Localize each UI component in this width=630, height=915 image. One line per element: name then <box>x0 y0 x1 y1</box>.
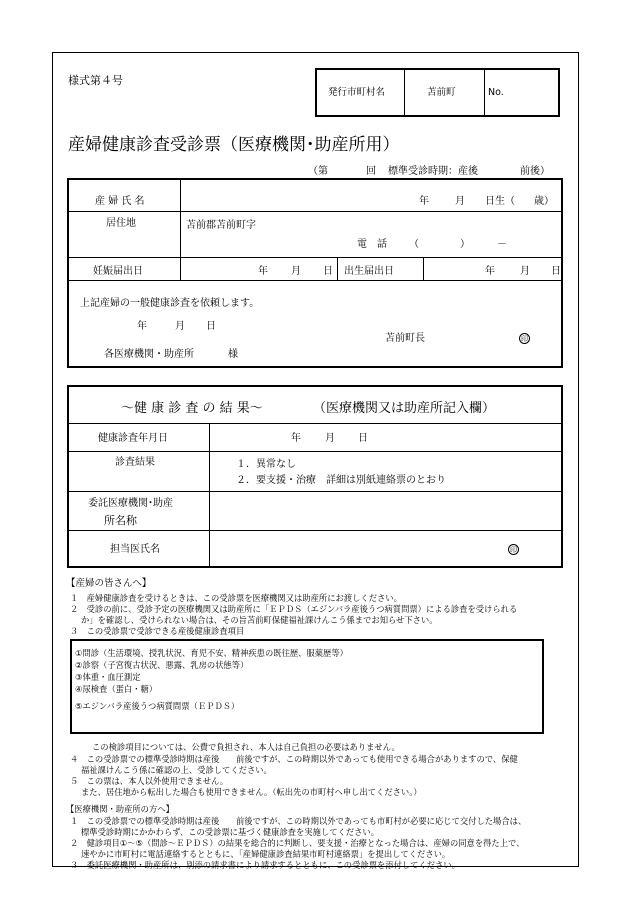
phone-open: （ <box>409 239 419 250</box>
result-heading: ～健 康 診 査 の 結 果～ <box>121 401 263 416</box>
serial-number-label: No. <box>488 87 504 98</box>
br-year: 年 <box>485 266 495 277</box>
mother-notes-heading: 【産婦の皆さんへ】 <box>66 578 152 589</box>
exam-date-label: 健康診査年月日 <box>98 433 168 444</box>
age-label: 歳） <box>534 196 554 207</box>
result-heading-note: （医療機関又は助産所記入欄） <box>313 401 496 416</box>
phone-label: 電 話 <box>357 239 387 250</box>
doctor-seal-icon: 印 <box>510 546 517 554</box>
mother-note-2b: か」を確認し、受けられない場合は、その旨苫前町保健福祉課けんこう係までお知らせ下さい。 <box>81 615 438 625</box>
exam-item-5: ⑤エジンバラ産後うつ病質問票（ＥＰＤＳ） <box>75 701 240 711</box>
mother-note-2a: ２ 受診の前に、受診予定の医療機関又は助産所に「ＥＰＤＳ（エジンバラ産後うつ病質問票）による診査を受けられる <box>70 604 518 614</box>
preg-day: 日 <box>323 266 333 277</box>
phone-dash: － <box>497 239 507 250</box>
mayor-label: 苫前町長 <box>385 333 425 344</box>
facility-notes-heading: 【医療機関・助産所の方へ】 <box>66 804 174 814</box>
result-option-normal[interactable]: １．異常なし <box>236 459 296 470</box>
addressee-sama: 様 <box>228 349 238 360</box>
addressee: 各医療機関・助産所 <box>104 349 194 360</box>
birth-day-label: 日生（ <box>485 196 515 207</box>
issuer-value: 苫前町 <box>427 87 456 98</box>
br-day: 日 <box>551 266 561 277</box>
facility-note-1a: １ この受診票での標準受診時期は産後 前後ですが、この時期以外であっても市町村が必要に応じて交付した場合は、 <box>70 816 527 826</box>
facility-label-1: 委託医療機関･助産 <box>88 498 173 509</box>
phone-close: ） <box>460 239 470 250</box>
request-text: 上記産婦の一般健康診査を依頼します。 <box>80 298 260 309</box>
subtitle-kai: 回 <box>366 166 376 177</box>
exam-item-1: ①問診（生活環境、授乳状況、育児不安、精神疾患の既往歴、服薬歴等） <box>75 648 348 658</box>
form-number: 様式第４号 <box>68 74 123 87</box>
br-month: 月 <box>520 266 530 277</box>
facility-note-3: ３ 委託医療機関・助産所は、別添の請求書により請求するとともに、この受診票を添付してください。 <box>70 860 460 870</box>
address-value: 苫前郡苫前町字 <box>186 220 256 231</box>
request-month: 月 <box>175 321 185 332</box>
result-option-support[interactable]: ２．要支援・治療 詳細は別紙連絡票のとおり <box>236 475 446 486</box>
form-title: 産婦健康診査受診票（医療機関･助産所用） <box>68 135 400 155</box>
mother-note-4b: 福祉課けんこう係に確認の上、受診してください。 <box>81 765 272 775</box>
mother-name-label: 産 婦 氏 名 <box>95 196 145 207</box>
facility-note-2b: 速やかに市町村に電話連絡するとともに、「産婦健康診査結果市町村連絡票」を提出してください。 <box>81 849 451 859</box>
exam-item-3: ③体重・血圧測定 <box>75 672 141 682</box>
exam-year: 年 <box>291 433 301 444</box>
address-label: 居住地 <box>106 218 136 229</box>
subtitle-zengo: 前後） <box>520 166 550 177</box>
request-day: 日 <box>206 321 216 332</box>
exam-item-2: ②診察（子宮復古状況、悪露、乳房の状態等） <box>75 660 249 670</box>
issuer-label: 発行市町村名 <box>328 87 386 98</box>
facility-note-2a: ２ 健診項目①～⑤（問診～ＥＰＤＳ）の結果を総合的に判断し、要支援・治療となった場合は、産婦の同意を得た上で、 <box>70 838 525 848</box>
preg-month: 月 <box>291 266 301 277</box>
facility-note-1b: 標準受診時期にかかわらず、この受診票に基づく健康診査を実施してください。 <box>81 827 380 837</box>
cost-note: この検診項目については、公費で負担され、本人は自己負担の必要はありません。 <box>92 742 400 752</box>
preg-year: 年 <box>258 266 268 277</box>
mother-note-5b: また、居住地から転出した場合も使用できません。（転出先の市町村へ申し出てください。） <box>81 787 422 797</box>
facility-label-2: 所名称 <box>104 514 137 527</box>
mother-note-4a: ４ この受診票での標準受診時期は産後 前後ですが、この時期以外であっても使用できる場合がありますので、保健 <box>70 754 518 764</box>
mother-note-1: １ 産婦健康診査を受けるときは、この受診票を医療機関又は助産所にお渡しください。 <box>70 593 402 603</box>
subtitle-period: 標準受診時期：産後 <box>388 166 478 177</box>
birth-month-label: 月 <box>455 196 465 207</box>
exam-month: 月 <box>325 433 335 444</box>
mother-note-5a: ５ この票は、本人以外使用できません。 <box>70 776 229 786</box>
pregnancy-report-label: 妊娠届出日 <box>93 266 143 277</box>
birth-report-label: 出生届出日 <box>344 266 394 277</box>
birth-year-label: 年 <box>419 196 429 207</box>
exam-item-4: ④尿検査（蛋白・糖） <box>75 684 158 694</box>
mayor-seal-icon: 印 <box>521 335 528 343</box>
doctor-name-label: 担当医氏名 <box>110 544 160 555</box>
mother-note-3: ３ この受診票で受診できる産後健康診査項目 <box>70 626 245 636</box>
exam-day: 日 <box>358 433 368 444</box>
exam-result-label: 診査結果 <box>115 457 155 468</box>
subtitle-open: （第 <box>308 166 328 177</box>
request-year: 年 <box>137 321 147 332</box>
